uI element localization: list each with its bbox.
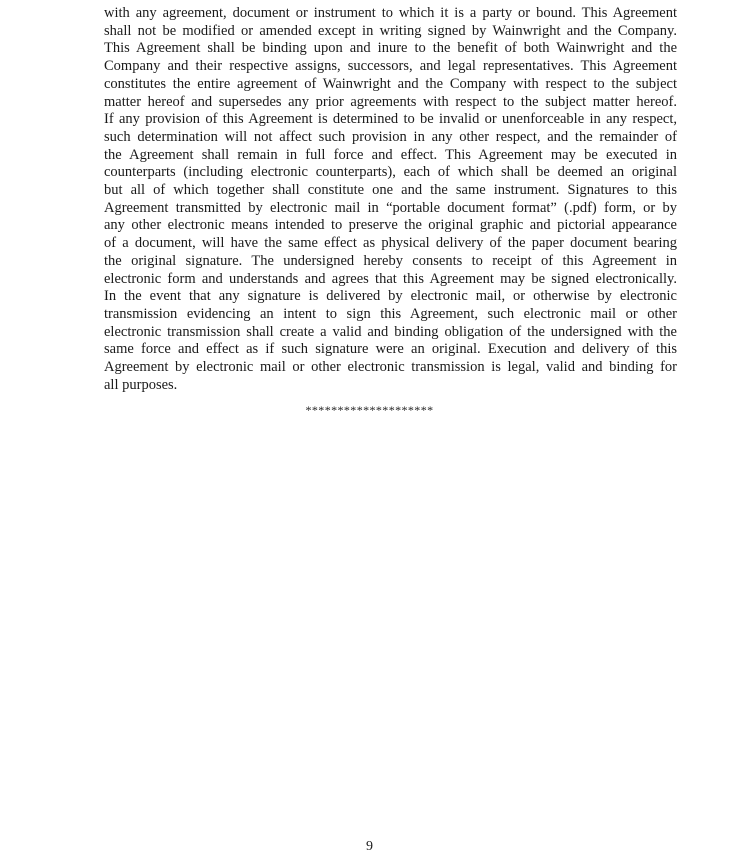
paragraph-line: This Agreement shall be binding upon and inure to the benefit of both Wainwright and the: [104, 40, 677, 57]
paragraph-line: electronic transmission shall create a valid and binding obligation of the undersigned with the: [104, 323, 677, 340]
paragraph-line: with any agreement, document or instrument to which it is a party or bound. This Agreement: [104, 5, 677, 21]
paragraph-line: constitutes the entire agreement of Wainwright and the Company with respect to the subject: [104, 75, 677, 92]
paragraph-line: of a document, will have the same effect as physical delivery of the paper document bearing: [104, 235, 677, 252]
section-separator: ********************: [305, 403, 434, 417]
paragraph-line: Agreement transmitted by electronic mail in “portable document format” (.pdf) form, or by: [104, 199, 677, 216]
paragraph-line: the original signature. The undersigned hereby consents to receipt of this Agreement in: [104, 252, 677, 269]
paragraph-line: such determination will not affect such provision in any other respect, and the remainder of: [104, 128, 677, 145]
paragraph-line: but all of which together shall constitute one and the same instrument. Signatures to this: [104, 182, 677, 199]
paragraph-line: transmission evidencing an intent to sign this Agreement, such electronic mail or other: [104, 305, 677, 322]
paragraph-line: the Agreement shall remain in full force and effect. This Agreement may be executed in: [104, 146, 677, 163]
paragraph-line: If any provision of this Agreement is determined to be invalid or unenforceable in any respect,: [104, 111, 677, 128]
paragraph-line: any other electronic means intended to preserve the original graphic and pictorial appearance: [104, 217, 677, 234]
paragraph-line: In the event that any signature is delivered by electronic mail, or otherwise by electronic: [104, 288, 677, 305]
paragraph-line: electronic form and understands and agrees that this Agreement may be signed electronically.: [104, 270, 677, 287]
paragraph-line: Company and their respective assigns, successors, and legal representatives. This Agreement: [104, 58, 677, 75]
paragraph-line: shall not be modified or amended except in writing signed by Wainwright and the Company.: [104, 22, 677, 39]
paragraph-line: matter hereof and supersedes any prior agreements with respect to the subject matter hereof.: [104, 93, 677, 110]
paragraph-line: Agreement by electronic mail or other electronic transmission is legal, valid and binding for: [104, 359, 677, 376]
paragraph-line: same force and effect as if such signature were an original. Execution and delivery of this: [104, 341, 677, 358]
paragraph-line: all purposes.: [104, 376, 178, 393]
page-number: 9: [366, 839, 373, 854]
agreement-paragraph: [104, 5, 677, 394]
paragraph-line: counterparts (including electronic counterparts), each of which shall be deemed an original: [104, 164, 677, 181]
